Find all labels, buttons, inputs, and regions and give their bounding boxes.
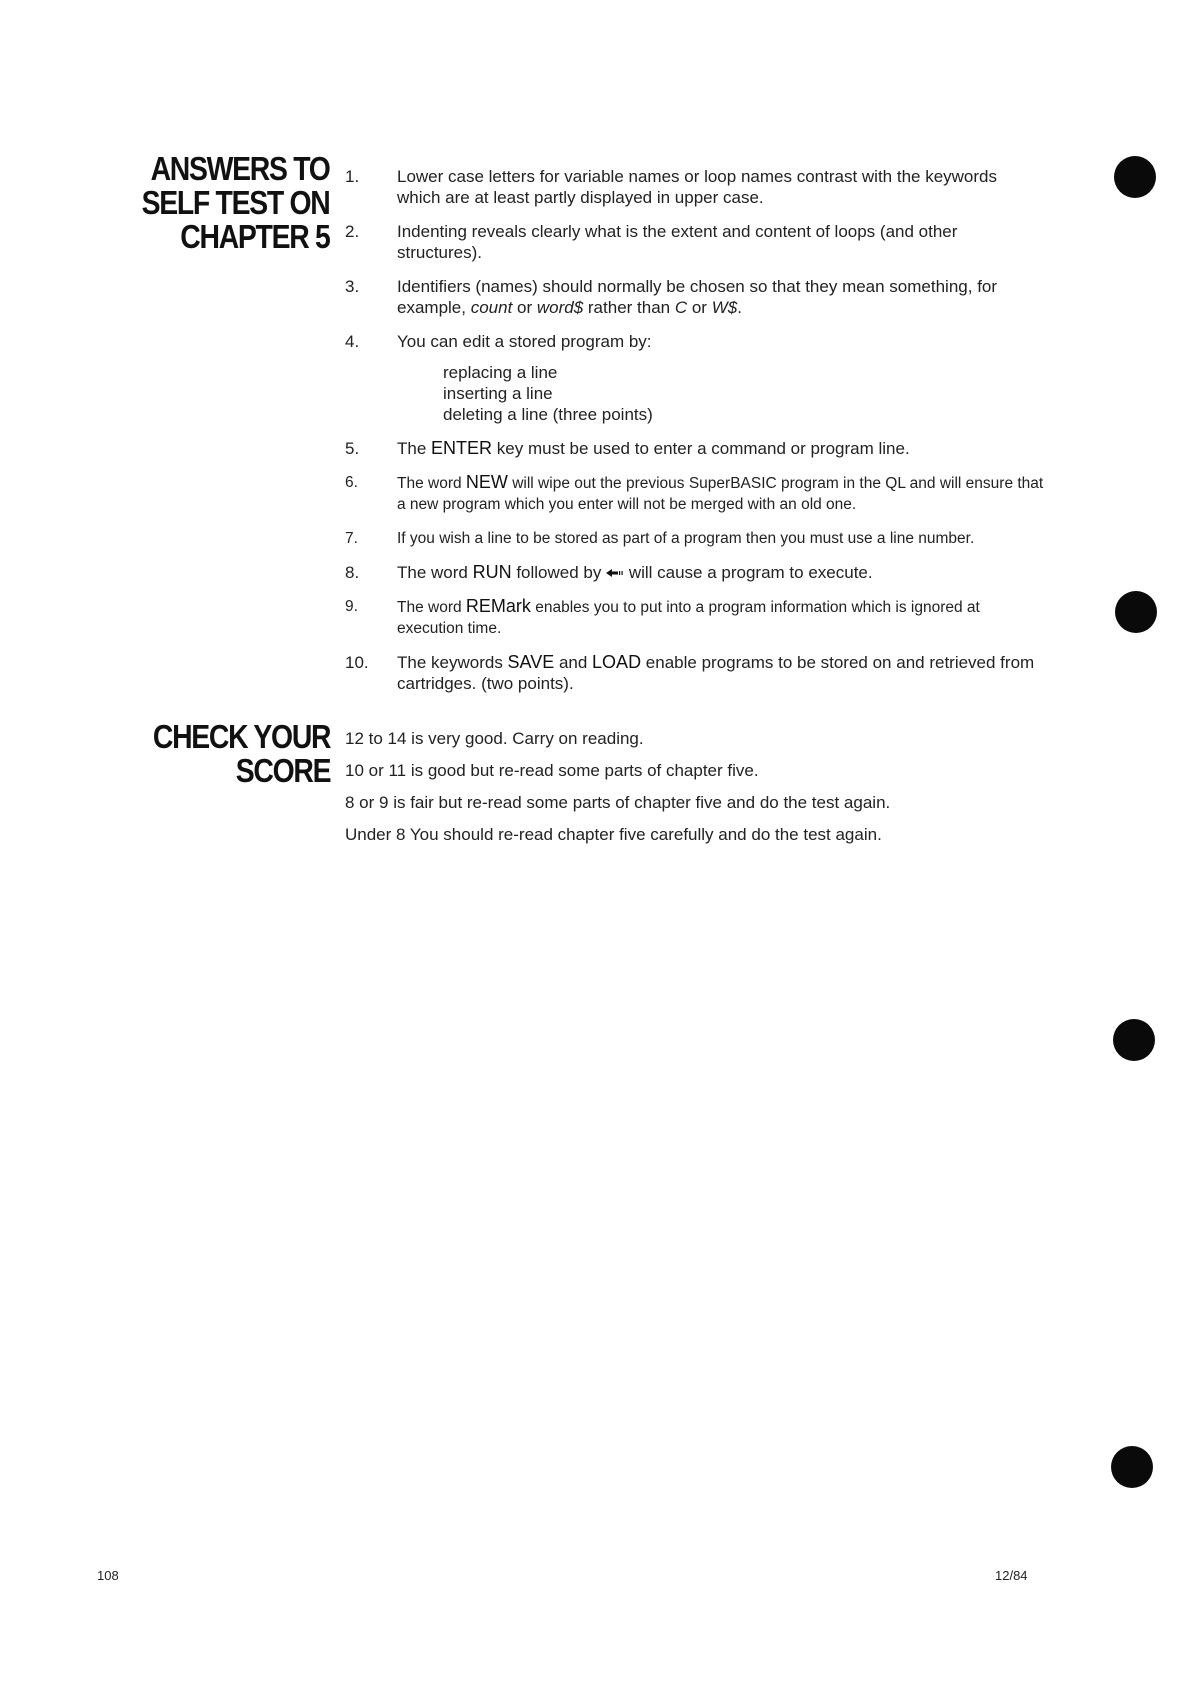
- keyword: NEW: [465, 472, 508, 492]
- page-number: 108: [97, 1568, 119, 1583]
- answer-number: 4.: [345, 332, 360, 351]
- check-score-heading: [153, 720, 330, 788]
- answer-text: Lower case letters for variable names or loop names contrast with the keywords which are at least partly displayed in upper case.: [397, 167, 997, 207]
- binder-hole: [1115, 591, 1157, 633]
- edit-method: replacing a line: [443, 363, 558, 382]
- binder-hole: [1114, 156, 1156, 198]
- revision-date: 12/84: [995, 1568, 1028, 1583]
- answer-number: 6.: [345, 474, 358, 491]
- answer-text: The ENTER key must be used to enter a command or program line.: [397, 438, 910, 458]
- answer-text: Identifiers (names) should normally be chosen so that they mean something, for example, count or word$ rather than C or W$.: [397, 277, 998, 317]
- answer-number: 9.: [345, 598, 358, 615]
- answer-item: [345, 472, 1045, 515]
- answer-item: [345, 528, 1045, 549]
- edit-methods-list: [397, 362, 1045, 425]
- score-guide: [345, 728, 1045, 856]
- enter-key-arrow-icon: [606, 561, 624, 569]
- answers-heading-line: ANSWERS TO: [151, 150, 330, 187]
- answer-item: [345, 166, 1045, 208]
- answer-text: The word NEW will wipe out the previous SuperBASIC program in the QL and will ensure that a new program which you enter will not be merged with an old one.: [397, 472, 1044, 513]
- keyword: RUN: [472, 562, 512, 582]
- answer-item: [345, 562, 1045, 583]
- answer-text: You can edit a stored program by:: [397, 332, 652, 351]
- score-line: 8 or 9 is fair but re-read some parts of chapter five and do the test again.: [345, 793, 891, 812]
- answers-heading-line: CHAPTER 5: [180, 218, 330, 255]
- binder-hole: [1113, 1019, 1155, 1061]
- answers-list: [345, 166, 1045, 707]
- check-score-heading-line: CHECK YOUR: [152, 718, 330, 755]
- binder-hole: [1111, 1446, 1153, 1488]
- answer-item: [345, 596, 1045, 639]
- answer-number: 7.: [345, 530, 358, 547]
- answer-number: 2.: [345, 222, 360, 241]
- edit-method: deleting a line (three points): [443, 405, 653, 424]
- keyword: REMark: [465, 596, 531, 616]
- answer-number: 5.: [345, 439, 360, 458]
- answers-heading: [142, 152, 330, 254]
- check-score-heading-line: SCORE: [235, 752, 330, 789]
- score-line: 10 or 11 is good but re-read some parts of chapter five.: [345, 761, 759, 780]
- keyword: LOAD: [592, 652, 642, 672]
- answer-item: [345, 652, 1045, 694]
- answer-text: The word RUN followed by will cause a program to execute.: [397, 562, 873, 582]
- answer-text: The keywords SAVE and LOAD enable programs to be stored on and retrieved from cartridges. (two points).: [397, 652, 1035, 693]
- example-name: count: [470, 298, 513, 317]
- answer-number: 3.: [345, 277, 360, 296]
- example-name: W$: [711, 298, 738, 317]
- answer-number: 10.: [345, 653, 369, 672]
- answers-heading-line: SELF TEST ON: [142, 184, 330, 221]
- answer-item: [345, 221, 1045, 263]
- keyword: ENTER: [431, 438, 493, 458]
- answer-text: Indenting reveals clearly what is the extent and content of loops (and other structures).: [397, 222, 958, 262]
- answer-number: 1.: [345, 167, 360, 186]
- example-name: word$: [536, 298, 584, 317]
- example-name: C: [674, 298, 688, 317]
- answer-item: [345, 276, 1045, 318]
- answer-text: The word REMark enables you to put into a program information which is ignored at execution time.: [397, 596, 980, 637]
- score-line: Under 8 You should re-read chapter five carefully and do the test again.: [345, 825, 882, 844]
- answer-number: 8.: [345, 563, 360, 582]
- keyword: SAVE: [507, 652, 555, 672]
- edit-method: inserting a line: [443, 384, 553, 403]
- score-line: 12 to 14 is very good. Carry on reading.: [345, 729, 644, 748]
- answer-text: If you wish a line to be stored as part of a program then you must use a line number.: [397, 530, 975, 547]
- answer-item: [345, 438, 1045, 459]
- answer-item: [345, 331, 1045, 425]
